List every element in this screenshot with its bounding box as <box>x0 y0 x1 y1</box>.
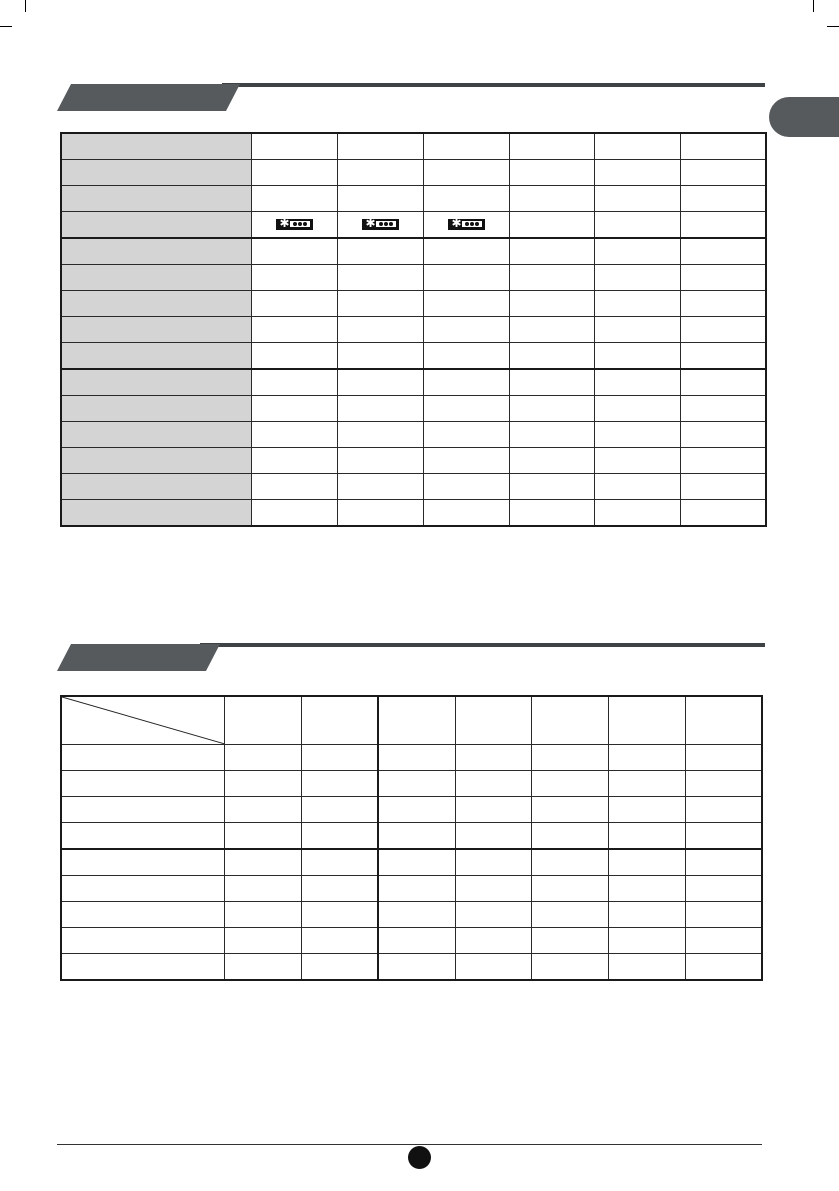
value-cell <box>337 448 423 474</box>
table-row <box>61 954 762 981</box>
value-cell <box>423 238 509 265</box>
value-cell <box>509 212 594 239</box>
value-cell <box>509 343 594 370</box>
row-label-cell <box>61 160 251 186</box>
value-cell <box>594 396 680 422</box>
table-row <box>61 133 766 160</box>
value-cell <box>455 954 531 981</box>
value-cell <box>337 500 423 527</box>
value-cell <box>423 186 509 212</box>
row-label-cell <box>61 291 251 317</box>
value-cell <box>251 448 337 474</box>
crop-mark-top <box>0 26 12 27</box>
value-cell <box>509 317 594 343</box>
value-cell <box>337 474 423 500</box>
value-cell <box>594 186 680 212</box>
table-header-row <box>61 696 762 745</box>
value-cell <box>509 422 594 448</box>
table-row <box>61 474 766 500</box>
table-row <box>61 343 766 370</box>
specification-table-1 <box>60 132 767 527</box>
value-cell <box>337 369 423 396</box>
value-cell <box>509 238 594 265</box>
value-cell <box>251 500 337 527</box>
value-cell <box>423 474 509 500</box>
value-cell <box>423 265 509 291</box>
value-cell <box>608 902 685 928</box>
value-cell <box>685 823 762 850</box>
value-cell <box>594 317 680 343</box>
value-cell <box>423 422 509 448</box>
value-cell <box>594 474 680 500</box>
value-cell <box>685 902 762 928</box>
value-cell <box>455 928 531 954</box>
value-cell <box>251 265 337 291</box>
value-cell <box>685 954 762 981</box>
value-cell <box>301 797 378 823</box>
value-cell <box>251 291 337 317</box>
footer-rule <box>57 1144 762 1145</box>
value-cell <box>455 849 531 876</box>
value-cell <box>685 928 762 954</box>
value-cell <box>251 238 337 265</box>
value-cell <box>251 369 337 396</box>
value-cell <box>455 797 531 823</box>
value-cell <box>337 317 423 343</box>
table-row <box>61 369 766 396</box>
value-cell <box>423 500 509 527</box>
column-header-cell <box>455 696 531 745</box>
table-2-body <box>61 696 762 980</box>
value-cell <box>531 823 608 850</box>
value-cell <box>608 849 685 876</box>
value-cell <box>224 876 301 902</box>
value-cell <box>337 343 423 370</box>
value-cell <box>531 849 608 876</box>
value-cell <box>337 160 423 186</box>
value-cell <box>531 902 608 928</box>
crop-mark-right <box>813 0 814 12</box>
section-2-rule <box>200 643 765 647</box>
value-cell <box>301 928 378 954</box>
section-2-tab <box>57 644 220 671</box>
section-1-rule <box>222 83 765 87</box>
row-label-cell <box>61 343 251 370</box>
four-star-freezer-icon: ✱ <box>276 219 313 230</box>
value-cell <box>608 745 685 771</box>
row-label-cell <box>61 474 251 500</box>
value-cell <box>509 265 594 291</box>
value-cell <box>378 902 455 928</box>
side-tab <box>769 97 839 137</box>
value-cell <box>608 797 685 823</box>
table-row <box>61 265 766 291</box>
value-cell <box>608 954 685 981</box>
value-cell <box>337 186 423 212</box>
column-header-cell <box>531 696 608 745</box>
value-cell <box>378 928 455 954</box>
value-cell <box>680 369 766 396</box>
value-cell <box>594 160 680 186</box>
value-cell <box>378 954 455 981</box>
value-cell <box>423 396 509 422</box>
value-cell <box>531 797 608 823</box>
row-label-cell <box>61 500 251 527</box>
value-cell <box>509 396 594 422</box>
value-cell <box>531 954 608 981</box>
value-cell <box>301 745 378 771</box>
value-cell <box>680 186 766 212</box>
value-cell <box>378 849 455 876</box>
value-cell <box>251 396 337 422</box>
row-label-cell <box>61 849 224 876</box>
value-cell <box>531 928 608 954</box>
row-label-cell <box>61 928 224 954</box>
value-cell <box>680 212 766 239</box>
value-cell <box>337 422 423 448</box>
value-cell <box>509 291 594 317</box>
value-cell <box>680 133 766 160</box>
table-row <box>61 745 762 771</box>
value-cell <box>378 771 455 797</box>
value-cell <box>680 448 766 474</box>
table-row <box>61 160 766 186</box>
crop-mark-left <box>25 0 26 12</box>
table-row <box>61 797 762 823</box>
value-cell <box>680 422 766 448</box>
row-label-cell <box>61 448 251 474</box>
value-cell <box>594 265 680 291</box>
value-cell <box>251 133 337 160</box>
value-cell <box>301 876 378 902</box>
table-row <box>61 186 766 212</box>
value-cell <box>224 771 301 797</box>
value-cell <box>680 343 766 370</box>
value-cell <box>608 771 685 797</box>
table-row <box>61 238 766 265</box>
value-cell <box>594 291 680 317</box>
value-cell <box>251 422 337 448</box>
value-cell <box>685 745 762 771</box>
value-cell <box>509 500 594 527</box>
value-cell <box>455 771 531 797</box>
value-cell <box>337 238 423 265</box>
value-cell <box>301 771 378 797</box>
row-label-cell <box>61 902 224 928</box>
value-cell <box>224 954 301 981</box>
value-cell <box>423 369 509 396</box>
table-row <box>61 849 762 876</box>
row-label-cell <box>61 771 224 797</box>
table-row <box>61 500 766 527</box>
table-row <box>61 422 766 448</box>
table-row <box>61 771 762 797</box>
value-cell <box>685 797 762 823</box>
value-cell <box>680 317 766 343</box>
row-label-cell <box>61 797 224 823</box>
table-row <box>61 317 766 343</box>
column-header-cell <box>301 696 378 745</box>
row-label-cell <box>61 422 251 448</box>
table-row <box>61 823 762 850</box>
diagonal-header-cell <box>61 696 224 745</box>
value-cell <box>685 876 762 902</box>
value-cell <box>608 876 685 902</box>
value-cell <box>594 448 680 474</box>
value-cell <box>301 902 378 928</box>
value-cell <box>378 745 455 771</box>
table-1-body <box>61 133 766 526</box>
value-cell <box>251 212 337 239</box>
value-cell <box>301 849 378 876</box>
value-cell <box>224 797 301 823</box>
row-label-cell <box>61 186 251 212</box>
row-label-cell <box>61 133 251 160</box>
page-number-badge <box>408 1146 431 1169</box>
value-cell <box>301 954 378 981</box>
value-cell <box>337 265 423 291</box>
value-cell <box>594 500 680 527</box>
value-cell <box>251 160 337 186</box>
value-cell <box>680 160 766 186</box>
row-label-cell <box>61 265 251 291</box>
value-cell <box>685 849 762 876</box>
value-cell <box>455 823 531 850</box>
table-row <box>61 448 766 474</box>
value-cell <box>378 823 455 850</box>
row-label-cell <box>61 823 224 850</box>
value-cell <box>378 876 455 902</box>
table-row <box>61 928 762 954</box>
value-cell <box>531 771 608 797</box>
value-cell <box>509 186 594 212</box>
value-cell <box>455 876 531 902</box>
value-cell <box>455 745 531 771</box>
value-cell <box>224 823 301 850</box>
value-cell <box>423 317 509 343</box>
value-cell <box>680 474 766 500</box>
value-cell <box>594 238 680 265</box>
row-label-cell <box>61 954 224 981</box>
value-cell <box>594 422 680 448</box>
value-cell <box>594 133 680 160</box>
value-cell <box>594 369 680 396</box>
value-cell <box>685 771 762 797</box>
column-header-cell <box>685 696 762 745</box>
column-header-cell <box>224 696 301 745</box>
value-cell <box>423 448 509 474</box>
value-cell <box>251 186 337 212</box>
value-cell <box>509 369 594 396</box>
value-cell <box>337 291 423 317</box>
four-star-freezer-icon: ✱ <box>448 219 485 230</box>
table-row <box>61 396 766 422</box>
table-row <box>61 212 766 239</box>
value-cell <box>251 474 337 500</box>
value-cell <box>251 343 337 370</box>
value-cell <box>531 876 608 902</box>
value-cell <box>301 823 378 850</box>
value-cell <box>224 902 301 928</box>
crop-mark-top-right <box>827 26 839 27</box>
value-cell <box>680 500 766 527</box>
value-cell <box>680 396 766 422</box>
value-cell <box>680 291 766 317</box>
value-cell <box>224 928 301 954</box>
value-cell <box>594 343 680 370</box>
value-cell <box>608 928 685 954</box>
value-cell <box>251 317 337 343</box>
value-cell <box>509 160 594 186</box>
value-cell <box>337 396 423 422</box>
row-label-cell <box>61 238 251 265</box>
specification-table-2 <box>60 695 763 981</box>
row-label-cell <box>61 876 224 902</box>
value-cell <box>423 212 509 239</box>
value-cell <box>378 797 455 823</box>
value-cell <box>594 212 680 239</box>
value-cell <box>455 902 531 928</box>
value-cell <box>423 343 509 370</box>
value-cell <box>680 238 766 265</box>
table-row <box>61 902 762 928</box>
value-cell <box>680 265 766 291</box>
table-row <box>61 876 762 902</box>
table-row <box>61 291 766 317</box>
value-cell <box>509 448 594 474</box>
value-cell <box>337 212 423 239</box>
column-header-cell <box>378 696 455 745</box>
section-1-tab <box>57 84 240 111</box>
row-label-cell <box>61 317 251 343</box>
value-cell <box>337 133 423 160</box>
value-cell <box>423 291 509 317</box>
value-cell <box>531 745 608 771</box>
row-label-cell <box>61 396 251 422</box>
value-cell <box>423 133 509 160</box>
column-header-cell <box>608 696 685 745</box>
row-label-cell <box>61 212 251 239</box>
value-cell <box>224 849 301 876</box>
value-cell <box>224 745 301 771</box>
four-star-freezer-icon: ✱ <box>362 219 399 230</box>
value-cell <box>509 474 594 500</box>
value-cell <box>608 823 685 850</box>
row-label-cell <box>61 745 224 771</box>
value-cell <box>423 160 509 186</box>
row-label-cell <box>61 369 251 396</box>
value-cell <box>509 133 594 160</box>
